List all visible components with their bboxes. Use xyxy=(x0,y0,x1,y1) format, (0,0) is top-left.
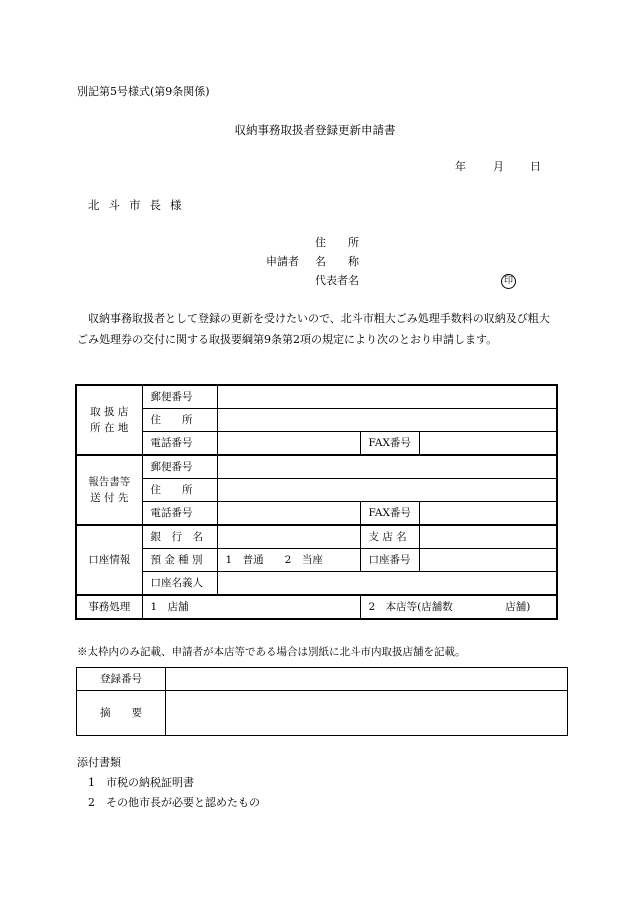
report-destination-header: 報告書等 送 付 先 xyxy=(76,455,142,525)
store-fax-field[interactable] xyxy=(419,432,557,456)
report-fax-field[interactable] xyxy=(419,502,557,526)
form-reference: 別記第5号様式(第9条関係) xyxy=(77,85,210,98)
bank-name-field[interactable] xyxy=(217,525,360,549)
report-address-field[interactable] xyxy=(217,479,557,502)
office-option-store[interactable]: 1 店舗 xyxy=(142,595,360,619)
report-phone-label: 電話番号 xyxy=(142,502,217,526)
deposit-type-label: 預 金 種 別 xyxy=(142,549,217,572)
date-month: 月 xyxy=(493,160,504,173)
form-note: ※太枠内のみ記載、申請者が本店等である場合は別紙に北斗市内取扱店舗を記載。 xyxy=(77,646,466,658)
store-postal-field[interactable] xyxy=(217,385,557,409)
application-table xyxy=(75,384,558,620)
account-info-header: 口座情報 xyxy=(76,525,142,595)
summary-field[interactable] xyxy=(166,691,568,736)
registration-number-field[interactable] xyxy=(166,668,568,691)
report-address-label: 住 所 xyxy=(142,479,217,502)
application-statement: 収納事務取扱者として登録の更新を受けたいので、北斗市粗大ごみ処理手数料の収納及び粗大ごみ処理券の交付に関する取扱要綱第9条第2項の規定により次のとおり申請します。 xyxy=(77,312,550,346)
date-day: 日 xyxy=(530,160,541,173)
report-postal-label: 郵便番号 xyxy=(142,455,217,479)
branch-name-label: 支 店 名 xyxy=(360,525,419,549)
store-phone-field[interactable] xyxy=(217,432,360,456)
registration-number-label: 登録番号 xyxy=(77,668,166,691)
attachments-title: 添付書類 xyxy=(77,756,121,769)
store-address-field[interactable] xyxy=(217,409,557,432)
applicant-address-label: 住 所 xyxy=(315,236,359,249)
office-option-headquarters[interactable]: 2 本店等(店舗数 店舗) xyxy=(360,595,557,619)
report-fax-label: FAX番号 xyxy=(360,502,419,526)
report-phone-field[interactable] xyxy=(217,502,360,526)
applicant-name-label: 名 称 xyxy=(315,255,359,268)
attachment-item: 1 市税の納税証明書 xyxy=(88,776,194,789)
addressee: 北斗市長様 xyxy=(88,198,191,212)
office-processing-header: 事務処理 xyxy=(76,595,142,619)
store-phone-label: 電話番号 xyxy=(142,432,217,456)
seal-mark: 印 xyxy=(501,274,516,289)
account-holder-label: 口座名義人 xyxy=(142,572,217,596)
applicant-group-label: 申請者 xyxy=(266,255,299,268)
report-postal-field[interactable] xyxy=(217,455,557,479)
document-title: 収納事務取扱者登録更新申請書 xyxy=(234,123,396,137)
account-holder-field[interactable] xyxy=(217,572,557,596)
deposit-type-options[interactable]: 1 普通 2 当座 xyxy=(217,549,360,572)
store-address-label: 住 所 xyxy=(142,409,217,432)
summary-label: 摘 要 xyxy=(77,691,166,736)
registration-table xyxy=(76,667,568,736)
store-location-header: 取 扱 店 所 在 地 xyxy=(76,385,142,455)
account-number-label: 口座番号 xyxy=(360,549,419,572)
applicant-rep-label: 代表者名 xyxy=(315,274,359,287)
bank-name-label: 銀 行 名 xyxy=(142,525,217,549)
account-number-field[interactable] xyxy=(419,549,557,572)
date-year: 年 xyxy=(455,160,466,173)
branch-name-field[interactable] xyxy=(419,525,557,549)
store-postal-label: 郵便番号 xyxy=(142,385,217,409)
store-fax-label: FAX番号 xyxy=(360,432,419,456)
attachment-item: 2 その他市長が必要と認めたもの xyxy=(88,796,260,809)
